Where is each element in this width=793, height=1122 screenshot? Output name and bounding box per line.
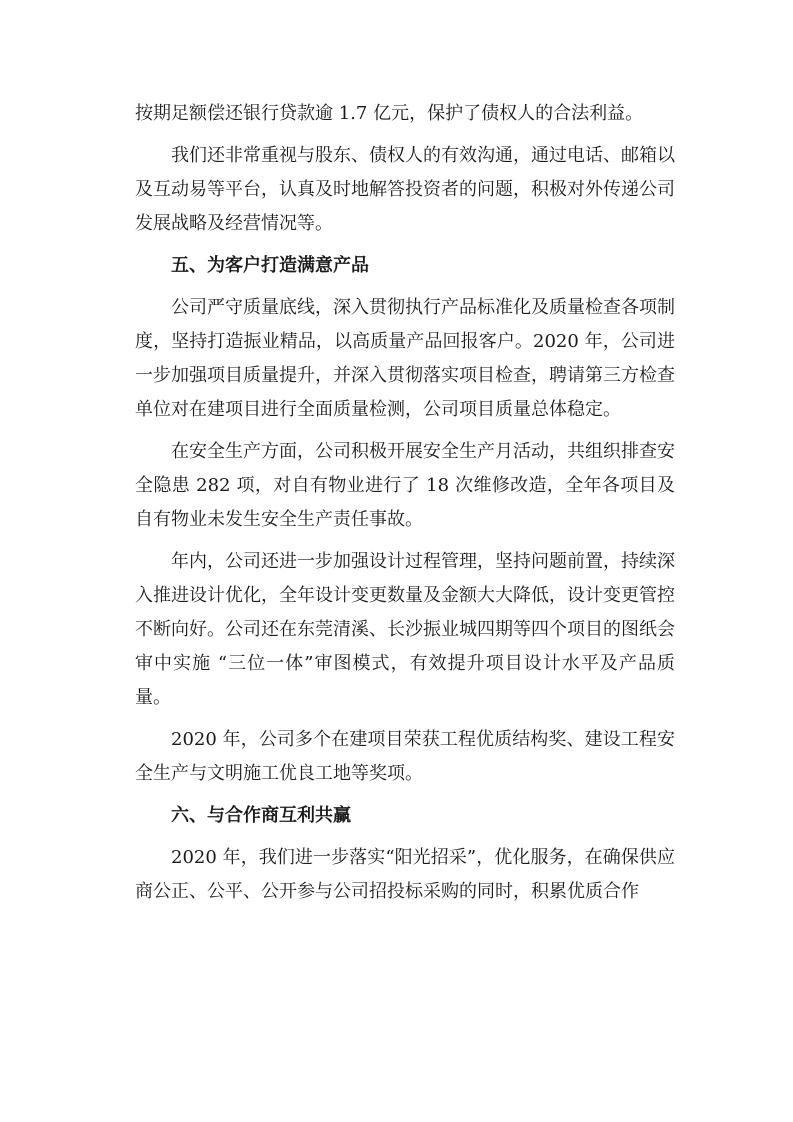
paragraph-design: 年内，公司还进一步加强设计过程管理，坚持问题前置，持续深入推进设计优化，全年设计变更数量及金额大大降低，设计变更管控不断向好。公司还在东莞清溪、长沙振业城四期等四个项目的图纸会审中实施 “三位一体”审图模式，有效提升项目设计水平及产品质量。 [135,551,675,708]
paragraph-awards: 2020 年，公司多个在建项目荣获工程优质结构奖、建设工程安全生产与文明施工优良工地等奖项。 [135,729,675,784]
paragraph-loan-repayment: 按期足额偿还银行贷款逾 1.7 亿元，保护了债权人的合法利益。 [135,103,644,124]
paragraph-procurement: 2020 年，我们进一步落实“阳光招采”，优化服务，在确保供应商公正、公平、公开参与公司招投标采购的同时，积累优质合作 [135,847,675,902]
paragraph-quality: 公司严守质量底线，深入贯彻执行产品标准化及质量检查各项制度，坚持打造振业精品，以高质量产品回报客户。2020 年，公司进一步加强项目质量提升，并深入贯彻落实项目检查，聘请第三方检查单位对在建项目进行全面质量检测，公司项目质量总体稳定。 [135,297,675,420]
paragraph-safety: 在安全生产方面，公司积极开展安全生产月活动，共组织排查安全隐患 282 项，对自有物业进行了 18 次维修改造，全年各项目及自有物业未发生安全生产责任事故。 [135,441,675,530]
section-heading-partners: 六、与合作商互利共赢 [171,805,351,826]
section-heading-customers: 五、为客户打造满意产品 [171,255,369,276]
paragraph-communication: 我们还非常重视与股东、债权人的有效沟通，通过电话、邮箱以及互动易等平台，认真及时地解答投资者的问题，积极对外传递公司发展战略及经营情况等。 [135,145,675,234]
document-body [135,97,675,917]
